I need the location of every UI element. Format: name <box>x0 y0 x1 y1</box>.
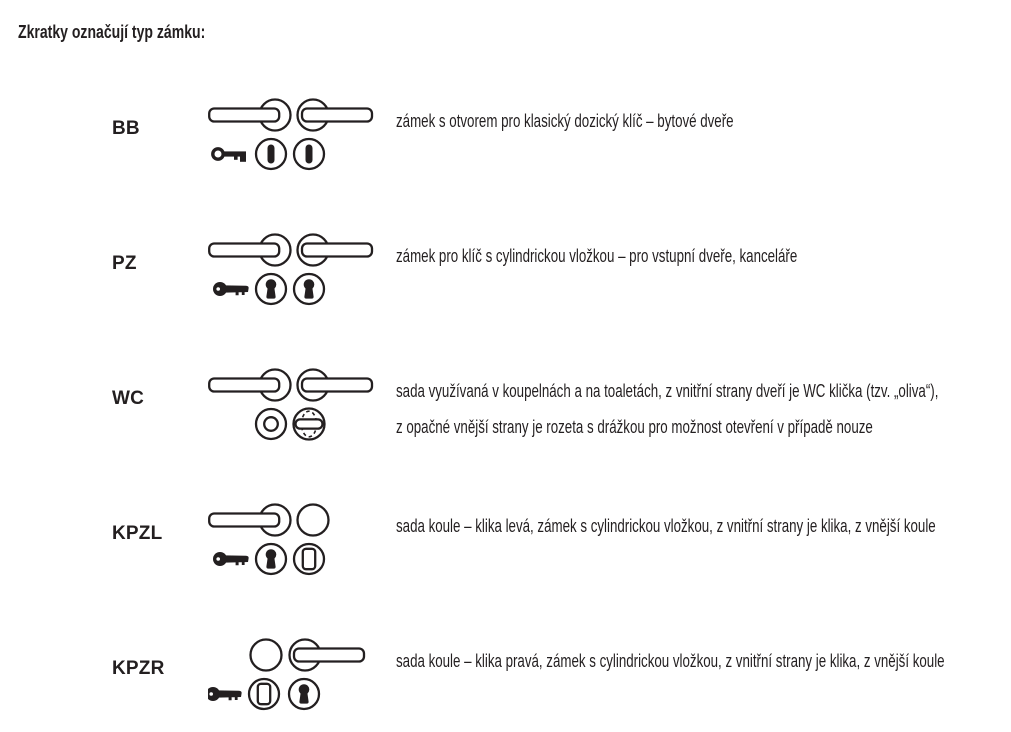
lock-hardware-diagram <box>208 233 374 309</box>
lock-code-label: KPZL <box>112 523 163 544</box>
description-line: zámek pro klíč s cylindrickou vložkou – pro vstupní dveře, kanceláře <box>396 246 798 266</box>
lock-code-label: KPZR <box>112 658 165 679</box>
lever-handle-left-icon <box>209 370 290 401</box>
page-title-text: Zkratky označují typ zámku: <box>18 22 206 42</box>
lever-handle-right-icon <box>298 100 373 131</box>
lock-description <box>396 373 1011 445</box>
classic-key-icon <box>213 149 246 162</box>
blind-rosette-icon <box>249 679 279 709</box>
lock-type-row-bb <box>0 98 1011 174</box>
lock-type-row-kpzr <box>0 638 1011 714</box>
lever-handle-right-icon <box>298 235 373 266</box>
description-line: zámek s otvorem pro klasický dozický klíč – bytové dveře <box>396 111 734 131</box>
lever-handle-left-icon <box>209 100 290 131</box>
lock-type-row-kpzl <box>0 503 1011 579</box>
cylinder-keyhole-rosette-icon <box>289 679 319 709</box>
lock-description <box>396 643 1011 679</box>
lever-handle-left-icon <box>209 235 290 266</box>
lock-hardware-diagram <box>208 503 374 579</box>
serrated-key-icon <box>213 282 249 296</box>
cylinder-keyhole-rosette-icon <box>256 544 286 574</box>
lock-code-label: BB <box>112 118 140 139</box>
page-title <box>18 21 258 43</box>
lever-handle-right-icon <box>290 640 365 671</box>
lock-type-row-wc <box>0 368 1011 444</box>
keyhole-slot-rosette-icon <box>294 139 324 169</box>
lock-hardware-diagram <box>208 638 374 714</box>
door-knob-icon <box>251 640 282 671</box>
lock-description <box>396 103 852 139</box>
description-line: sada využívaná v koupelnách a na toaletách, z vnitřní strany dveří je WC klička (tzv. „oliva“), <box>396 381 939 401</box>
lock-type-row-pz <box>0 233 1011 309</box>
description-line: sada koule – klika pravá, zámek s cylindrickou vložkou, z vnitřní strany je klika, z vnější koule <box>396 651 945 671</box>
cylinder-keyhole-rosette-icon <box>256 274 286 304</box>
description-line: sada koule – klika levá, zámek s cylindrickou vložkou, z vnitřní strany je klika, z vnější koule <box>396 516 936 536</box>
blind-rosette-icon <box>294 544 324 574</box>
lock-description <box>396 238 938 274</box>
serrated-key-icon <box>213 552 249 566</box>
serrated-key-icon <box>208 687 242 701</box>
lock-code-label: WC <box>112 388 145 409</box>
cylinder-keyhole-rosette-icon <box>294 274 324 304</box>
grooved-rosette-icon <box>256 409 286 439</box>
lock-description <box>396 508 1011 544</box>
lock-hardware-diagram <box>208 368 374 444</box>
description-line: z opačné vnější strany je rozeta s drážkou pro možnost otevření v případě nouze <box>396 417 873 437</box>
door-knob-icon <box>298 505 329 536</box>
wc-thumbturn-rosette-icon <box>294 409 325 440</box>
lever-handle-right-icon <box>298 370 373 401</box>
lock-hardware-diagram <box>208 98 374 174</box>
lever-handle-left-icon <box>209 505 290 536</box>
lock-code-label: PZ <box>112 253 137 274</box>
keyhole-slot-rosette-icon <box>256 139 286 169</box>
